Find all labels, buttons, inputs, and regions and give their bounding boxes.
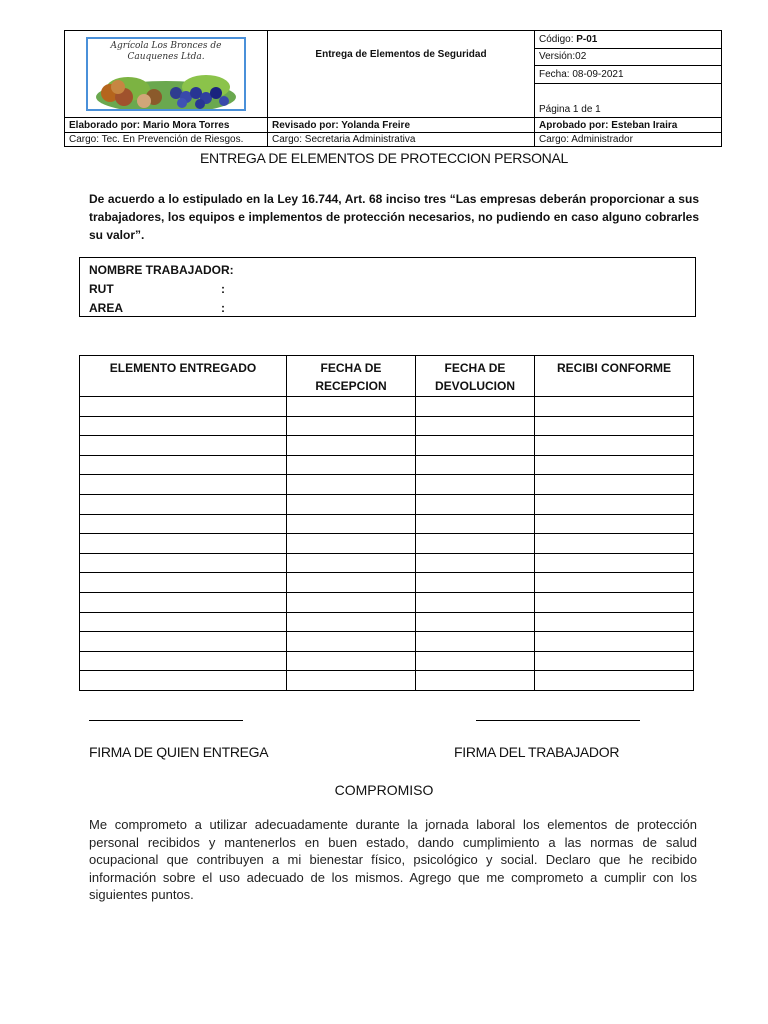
recibi-conforme-cell[interactable]: [535, 671, 694, 691]
fecha-recepcion-cell[interactable]: [287, 416, 416, 436]
fecha-devolucion-cell[interactable]: [416, 397, 535, 417]
table-row: [80, 612, 694, 632]
signature-line-left: [89, 720, 243, 721]
elemento-cell[interactable]: [80, 514, 287, 534]
recibi-conforme-cell[interactable]: [535, 416, 694, 436]
fecha-recepcion-cell[interactable]: [287, 494, 416, 514]
elemento-cell[interactable]: [80, 553, 287, 573]
items-table-header-row: [80, 356, 694, 397]
fecha-devolucion-cell[interactable]: [416, 651, 535, 671]
elemento-cell[interactable]: [80, 416, 287, 436]
recibi-conforme-cell[interactable]: [535, 494, 694, 514]
fecha-devolucion-cell[interactable]: [416, 455, 535, 475]
fecha-recepcion-cell[interactable]: [287, 612, 416, 632]
document-header: [64, 30, 722, 147]
items-table: [79, 355, 694, 691]
rut-label: RUT: [89, 282, 114, 296]
codigo-value: P-01: [576, 33, 598, 45]
elemento-cell[interactable]: [80, 475, 287, 495]
cargo-revisado-cell: Cargo: Secretaria Administrativa: [268, 133, 535, 147]
fecha-devolucion-cell[interactable]: [416, 592, 535, 612]
fecha-devolucion-cell[interactable]: [416, 573, 535, 593]
recibi-conforme-cell[interactable]: [535, 455, 694, 475]
revisado-cell: Revisado por: Yolanda Freire: [268, 118, 535, 133]
version-cell: Versión:02: [535, 48, 722, 66]
table-row: [80, 514, 694, 534]
fecha-devolucion-cell[interactable]: [416, 671, 535, 691]
fecha-devolucion-cell[interactable]: [416, 632, 535, 652]
fruit-illustration-icon: [88, 63, 244, 111]
recibi-conforme-cell[interactable]: [535, 397, 694, 417]
table-row: [80, 397, 694, 417]
area-colon: :: [221, 301, 225, 315]
recibi-conforme-cell[interactable]: [535, 573, 694, 593]
fecha-devolucion-cell[interactable]: [416, 534, 535, 554]
pagina-cell: Página 1 de 1: [535, 83, 722, 117]
elaborado-cell: Elaborado por: Mario Mora Torres: [65, 118, 268, 133]
elemento-cell[interactable]: [80, 494, 287, 514]
fecha-devolucion-cell[interactable]: [416, 514, 535, 534]
table-row: [80, 494, 694, 514]
elemento-cell[interactable]: [80, 455, 287, 475]
col-header-fecha-recepcion: FECHA DE RECEPCION: [287, 356, 416, 397]
table-row: [80, 573, 694, 593]
elemento-cell[interactable]: [80, 671, 287, 691]
area-label: AREA: [89, 301, 124, 315]
table-row: [80, 651, 694, 671]
elemento-cell[interactable]: [80, 651, 287, 671]
elemento-cell[interactable]: [80, 592, 287, 612]
table-row: [80, 416, 694, 436]
fecha-devolucion-cell[interactable]: [416, 416, 535, 436]
elemento-cell[interactable]: [80, 632, 287, 652]
fecha-devolucion-cell[interactable]: [416, 553, 535, 573]
table-row: [80, 592, 694, 612]
nombre-label: NOMBRE TRABAJADOR:: [89, 263, 234, 277]
rut-colon: :: [221, 282, 225, 296]
col-header-recibi-conforme: RECIBI CONFORME: [535, 356, 694, 397]
table-row: [80, 553, 694, 573]
recibi-conforme-cell[interactable]: [535, 632, 694, 652]
table-row: [80, 475, 694, 495]
fecha-recepcion-cell[interactable]: [287, 573, 416, 593]
document-header-title: Entrega de Elementos de Seguridad: [268, 31, 535, 118]
elemento-cell[interactable]: [80, 612, 287, 632]
company-logo: [86, 37, 246, 111]
fecha-devolucion-cell[interactable]: [416, 436, 535, 456]
fecha-devolucion-cell[interactable]: [416, 494, 535, 514]
recibi-conforme-cell[interactable]: [535, 553, 694, 573]
col-header-elemento: ELEMENTO ENTREGADO: [80, 356, 287, 397]
fecha-recepcion-cell[interactable]: [287, 397, 416, 417]
fecha-recepcion-cell[interactable]: [287, 436, 416, 456]
cargo-elaborado-cell: Cargo: Tec. En Prevención de Riesgos.: [65, 133, 268, 147]
aprobado-cell: Aprobado por: Esteban Iraira: [535, 118, 722, 133]
fecha-recepcion-cell[interactable]: [287, 455, 416, 475]
cargo-aprobado-cell: Cargo: Administrador: [535, 133, 722, 147]
col-header-fecha-devolucion: FECHA DE DEVOLUCION: [416, 356, 535, 397]
fecha-recepcion-cell[interactable]: [287, 534, 416, 554]
fecha-recepcion-cell[interactable]: [287, 632, 416, 652]
elemento-cell[interactable]: [80, 397, 287, 417]
table-row: [80, 534, 694, 554]
table-row: [80, 436, 694, 456]
fecha-recepcion-cell[interactable]: [287, 553, 416, 573]
signature-line-right: [476, 720, 640, 721]
elemento-cell[interactable]: [80, 573, 287, 593]
table-row: [80, 671, 694, 691]
table-row: [80, 455, 694, 475]
document-title: ENTREGA DE ELEMENTOS DE PROTECCION PERSONAL: [199, 150, 569, 166]
logo-text-line2: Cauquenes Ltda.: [127, 52, 205, 62]
signature-label-entrega: FIRMA DE QUIEN ENTREGA: [89, 744, 269, 760]
fecha-devolucion-cell[interactable]: [416, 612, 535, 632]
fecha-recepcion-cell[interactable]: [287, 475, 416, 495]
recibi-conforme-cell[interactable]: [535, 436, 694, 456]
compromiso-paragraph[interactable]: Me comprometo a utilizar adecuadamente durante la jornada laboral los elementos de protección personal recibidos y mantenerlos en buen estado, dando cumplimiento a las normas de salud ocupacional que contribuyen a mi bienestar físico, psicológico y social. Declaro que he recibido información sobre el uso adecuado de los mismos. Agrego que me comprometo a cumplir con los siguientes puntos.: [89, 817, 697, 902]
logo-text-line1: Agrícola Los Bronces de: [110, 41, 222, 51]
logo-cell: [65, 31, 268, 118]
recibi-conforme-cell[interactable]: [535, 651, 694, 671]
recibi-conforme-cell[interactable]: [535, 592, 694, 612]
elemento-cell[interactable]: [80, 534, 287, 554]
recibi-conforme-cell[interactable]: [535, 612, 694, 632]
intro-paragraph: De acuerdo a lo estipulado en la Ley 16.744, Art. 68 inciso tres “Las empresas deberán proporcionar a sus trabajadores, los equipos e implementos de protección necesarios, no pudiendo en caso alguno cobrarles su valor”.: [89, 192, 699, 242]
compromiso-title: COMPROMISO: [334, 782, 434, 798]
fecha-devolucion-cell[interactable]: [416, 475, 535, 495]
recibi-conforme-cell[interactable]: [535, 514, 694, 534]
fecha-recepcion-cell[interactable]: [287, 514, 416, 534]
elemento-cell[interactable]: [80, 436, 287, 456]
table-row: [80, 632, 694, 652]
signature-label-trabajador: FIRMA DEL TRABAJADOR: [454, 744, 620, 760]
recibi-conforme-cell[interactable]: [535, 534, 694, 554]
fecha-recepcion-cell[interactable]: [287, 651, 416, 671]
fecha-cell: Fecha: 08-09-2021: [535, 66, 722, 84]
codigo-cell: Código: P-01: [535, 31, 722, 49]
worker-info-box: [79, 257, 696, 317]
fecha-recepcion-cell[interactable]: [287, 592, 416, 612]
fecha-recepcion-cell[interactable]: [287, 671, 416, 691]
recibi-conforme-cell[interactable]: [535, 475, 694, 495]
